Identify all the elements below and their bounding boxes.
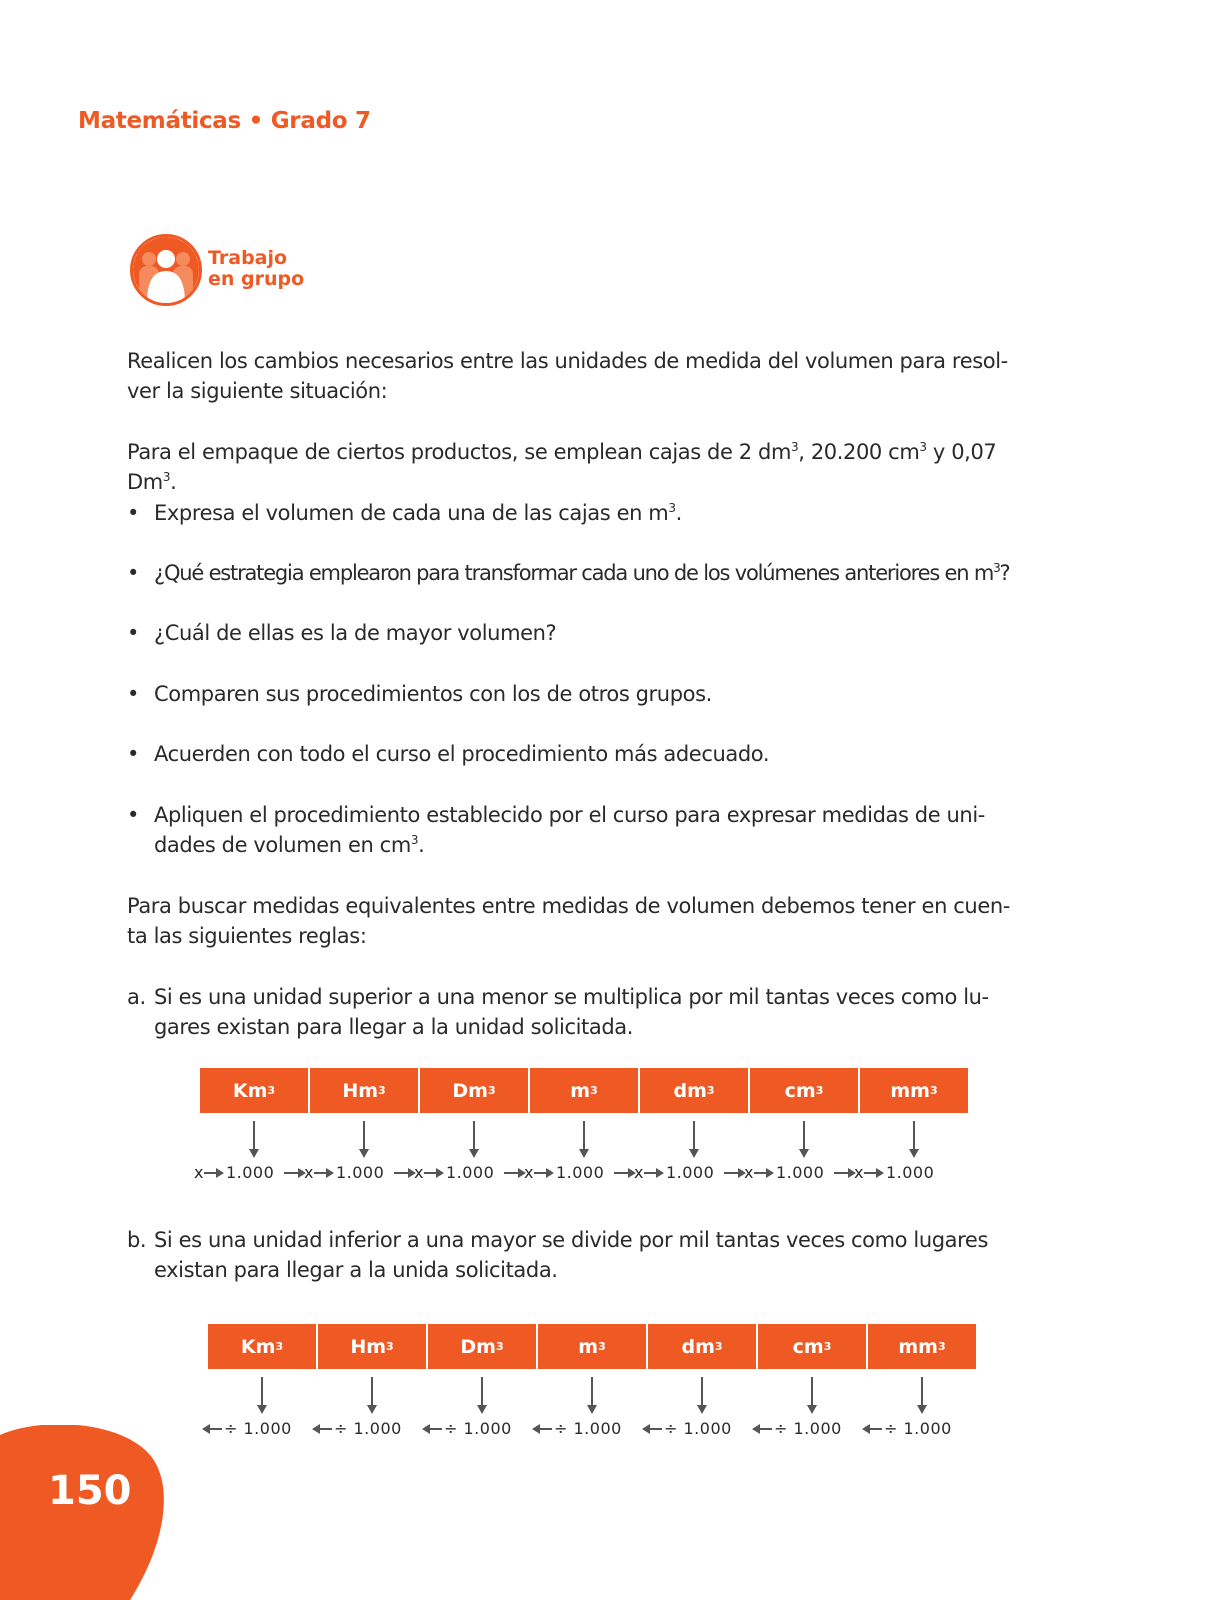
bullet-dot: • <box>127 561 139 585</box>
bullet-dot: • <box>127 621 139 645</box>
multiply-value: 1.000 <box>775 1163 825 1182</box>
left-arrow-head <box>862 1424 870 1434</box>
multiply-value: 1.000 <box>555 1163 605 1182</box>
down-arrow-head <box>367 1405 377 1414</box>
divide-value: ÷ 1.000 <box>884 1419 952 1438</box>
unit-cell-dm: dm 3 <box>640 1068 748 1113</box>
problem-text-3: y 0,07 Dm <box>127 440 997 494</box>
unit-base: Km <box>240 1335 276 1358</box>
left-arrow-head <box>752 1424 760 1434</box>
unit-cell-m: m 3 <box>538 1324 646 1369</box>
multiply-sign: x <box>854 1163 864 1182</box>
unit-base: mm <box>898 1335 938 1358</box>
unit-cell-m: m 3 <box>530 1068 638 1113</box>
problem-text-2: , 20.200 cm <box>798 440 920 464</box>
bullet-4-text: Comparen sus procedimientos con los de otros grupos. <box>154 682 712 706</box>
intro-line-1: Realicen los cambios necesarios entre las unidades de medida del volumen para resol- <box>127 349 1008 373</box>
bullet-dot: • <box>127 501 139 525</box>
problem-exp-2: 3 <box>919 440 927 454</box>
divide-label <box>444 1419 512 1438</box>
unit-base: dm <box>673 1079 707 1102</box>
bullet-6-line-1: Apliquen el procedimiento establecido por el curso para expresar medidas de uni- <box>154 803 985 827</box>
down-arrow-head <box>697 1405 707 1414</box>
unit-base: cm <box>792 1335 824 1358</box>
bullet-1-text: Expresa el volumen de cada una de las cajas en m <box>154 501 669 525</box>
divide-label <box>774 1419 842 1438</box>
divide-value: ÷ 1.000 <box>334 1419 402 1438</box>
unit-base: dm <box>681 1335 715 1358</box>
unit-cell-mm: mm 3 <box>868 1324 976 1369</box>
unit-cell-km: Km 3 <box>208 1324 316 1369</box>
left-arrow-head <box>532 1424 540 1434</box>
multiply-sign: x <box>304 1163 314 1182</box>
bullet-5-text: Acuerden con todo el curso el procedimiento más adecuado. <box>154 742 770 766</box>
multiply-value: 1.000 <box>885 1163 935 1182</box>
bullet-2-exp: 3 <box>993 561 1000 575</box>
multiply-sign: x <box>414 1163 424 1182</box>
unit-cell-dm: dm 3 <box>648 1324 756 1369</box>
problem-text-4: . <box>170 470 177 494</box>
divide-value: ÷ 1.000 <box>774 1419 842 1438</box>
divide-value: ÷ 1.000 <box>554 1419 622 1438</box>
divide-label <box>884 1419 952 1438</box>
divide-value: ÷ 1.000 <box>664 1419 732 1438</box>
bullet-dot: • <box>127 682 139 706</box>
rules-intro-line-2: ta las siguientes reglas: <box>127 924 367 948</box>
rule-b-marker: b. <box>127 1228 147 1252</box>
divide-label <box>664 1419 732 1438</box>
left-arrow-head <box>422 1424 430 1434</box>
bullet-6-exp: 3 <box>410 833 419 847</box>
bullet-dot: • <box>127 803 139 827</box>
down-arrow-head <box>477 1405 487 1414</box>
problem-text-1: Para el empaque de ciertos productos, se emplean cajas de 2 dm <box>127 440 792 464</box>
rule-a-line-1: Si es una unidad superior a una menor se multiplica por mil tantas veces como lu- <box>154 985 989 1009</box>
down-arrow-head <box>257 1405 267 1414</box>
unit-base: cm <box>784 1079 816 1102</box>
rules-intro-line-1: Para buscar medidas equivalentes entre medidas de volumen debemos tener en cuen- <box>127 894 1010 918</box>
multiply-sign: x <box>744 1163 754 1182</box>
bullet-6-end: . <box>418 833 425 857</box>
multiply-value: 1.000 <box>445 1163 495 1182</box>
left-arrow-head <box>202 1424 210 1434</box>
down-arrow-head <box>587 1405 597 1414</box>
section-header: Matemáticas • Grado 7 <box>78 108 371 134</box>
rule-a-marker: a. <box>127 985 146 1009</box>
bullet-1-exp: 3 <box>668 501 676 515</box>
unit-base: mm <box>890 1079 930 1102</box>
rule-b-line-1: Si es una unidad inferior a una mayor se divide por mil tantas veces como lugares <box>154 1228 988 1252</box>
problem-exp-3: 3 <box>162 470 171 484</box>
divide-value: ÷ 1.000 <box>224 1419 292 1438</box>
down-arrow-head <box>917 1405 927 1414</box>
bullet-6-line-2-text: dades de volumen en cm <box>154 833 411 857</box>
problem-exp-1: 3 <box>791 440 799 454</box>
down-arrow-head <box>807 1405 817 1414</box>
unit-cell-hm: Hm 3 <box>318 1324 426 1369</box>
unit-base: Dm <box>460 1335 496 1358</box>
bullet-2-end: ? <box>999 561 1010 585</box>
bullet-2-text: ¿Qué estrategia emplearon para transformar cada uno de los volúmenes anteriores en m <box>154 561 994 585</box>
unit-cell-dm: Dm 3 <box>428 1324 536 1369</box>
bullet-3-text: ¿Cuál de ellas es la de mayor volumen? <box>154 621 557 645</box>
bullet-1-end: . <box>675 501 682 525</box>
unit-cell-mm: mm 3 <box>860 1068 968 1113</box>
rule-a-line-2: gares existan para llegar a la unidad solicitada. <box>154 1015 634 1039</box>
divide-label <box>554 1419 622 1438</box>
multiply-value: 1.000 <box>665 1163 715 1182</box>
unit-cell-dm: Dm 3 <box>420 1068 528 1113</box>
unit-cell-cm: cm 3 <box>750 1068 858 1113</box>
multiply-value: 1.000 <box>335 1163 385 1182</box>
unit-cell-km: Km 3 <box>200 1068 308 1113</box>
rule-b-line-2: existan para llegar a la unida solicitada. <box>154 1258 558 1282</box>
multiply-sign: x <box>634 1163 644 1182</box>
left-arrow-head <box>642 1424 650 1434</box>
divide-label <box>224 1419 292 1438</box>
divide-label <box>334 1419 402 1438</box>
multiply-sign: x <box>194 1163 204 1182</box>
divide-value: ÷ 1.000 <box>444 1419 512 1438</box>
badge-line-2: en grupo <box>208 268 305 290</box>
unit-cell-hm: Hm 3 <box>310 1068 418 1113</box>
page-number: 150 <box>48 1468 132 1514</box>
unit-cell-cm: cm 3 <box>758 1324 866 1369</box>
badge-line-1: Trabajo <box>208 247 288 269</box>
multiply-sign: x <box>524 1163 534 1182</box>
left-arrow-head <box>312 1424 320 1434</box>
intro-line-2: ver la siguiente situación: <box>127 379 388 403</box>
unit-base: Km <box>232 1079 268 1102</box>
unit-base: m <box>570 1079 591 1102</box>
multiply-value: 1.000 <box>225 1163 275 1182</box>
unit-base: Dm <box>452 1079 488 1102</box>
unit-base: Hm <box>350 1335 387 1358</box>
bullet-dot: • <box>127 742 139 766</box>
unit-base: Hm <box>342 1079 379 1102</box>
unit-base: m <box>578 1335 599 1358</box>
